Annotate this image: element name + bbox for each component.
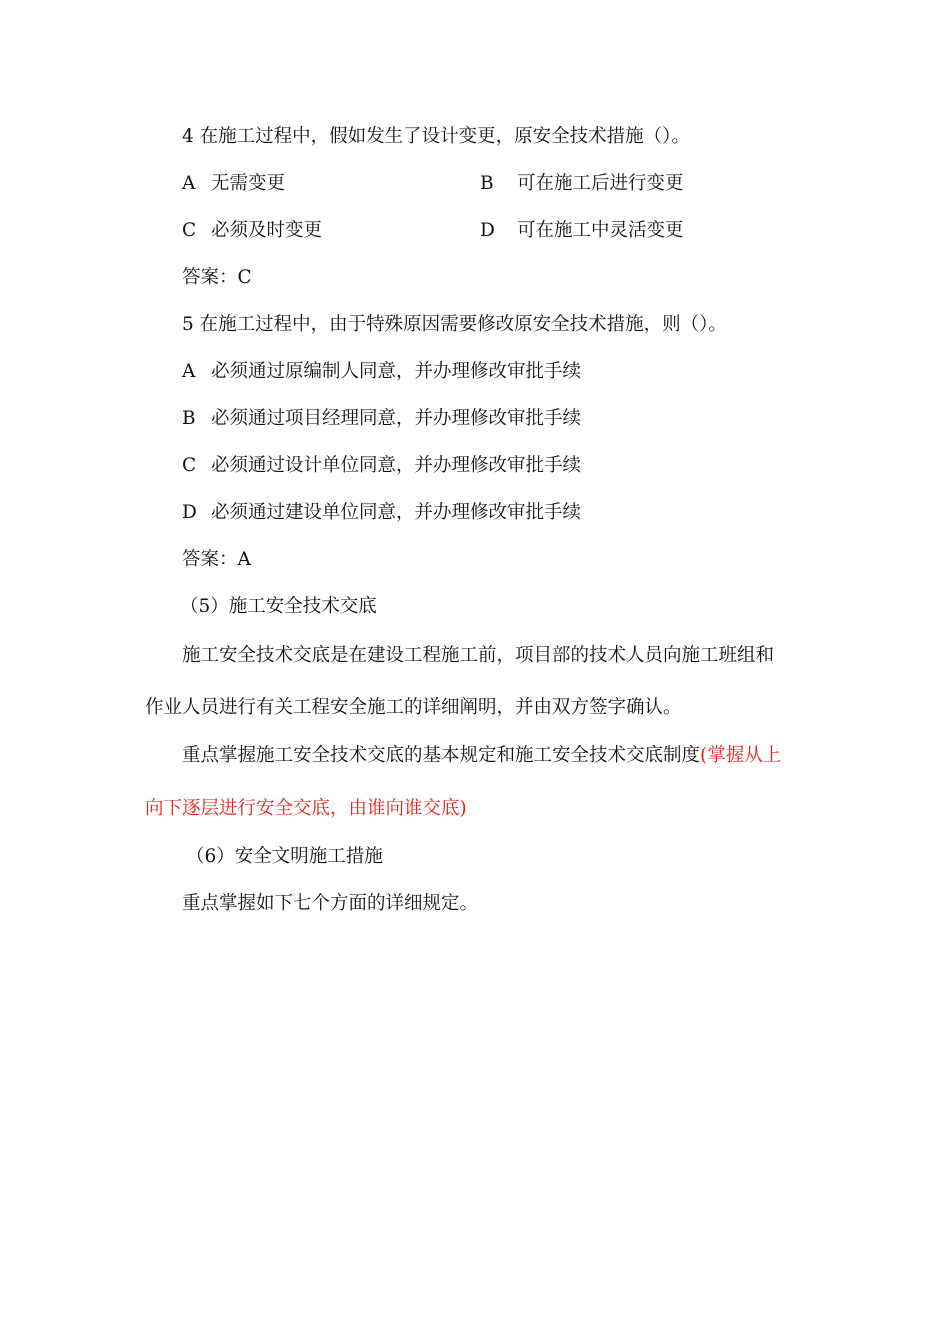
section-5-emphasis-line-1 [182,747,781,766]
option-letter: B [480,173,494,194]
section-5-heading: （5）施工安全技术交底 [180,596,377,617]
option-letter: C [182,220,197,241]
option-letter: A [182,173,196,194]
q4-answer: 答案：C [182,267,252,288]
option-letter: C [182,455,197,476]
option-letter: B [182,408,196,429]
highlight-text: (掌握从上 [700,745,782,766]
emphasis-text: 重点掌握施工安全技术交底的基本规定和施工安全技术交底制度 [182,745,701,766]
section-6-heading: （6）安全文明施工措施 [186,846,383,867]
q5-answer: 答案：A [182,549,251,570]
option-text: 必须通过设计单位同意，并办理修改审批手续 [211,455,582,476]
option-text: 必须通过项目经理同意，并办理修改审批手续 [211,408,582,429]
question-4: 4 在施工过程中，假如发生了设计变更，原安全技术措施（）。 [182,126,690,147]
section-5-emphasis-line-2: 向下逐层进行安全交底，由谁向谁交底) [145,798,467,819]
option-text: 无需变更 [211,173,286,194]
option-text: 必须通过建设单位同意，并办理修改审批手续 [211,502,582,523]
option-text: 必须及时变更 [211,220,323,241]
section-5-paragraph-line-2: 作业人员进行有关工程安全施工的详细阐明，并由双方签字确认。 [145,697,682,718]
section-5-paragraph-line-1: 施工安全技术交底是在建设工程施工前，项目部的技术人员向施工班组和 [182,645,775,666]
section-6-paragraph: 重点掌握如下七个方面的详细规定。 [182,893,479,914]
option-text: 必须通过原编制人同意，并办理修改审批手续 [211,361,582,382]
option-letter: D [182,502,197,523]
option-letter: D [480,220,495,241]
question-5: 5 在施工过程中，由于特殊原因需要修改原安全技术措施，则（）。 [182,314,727,335]
option-text: 可在施工后进行变更 [517,173,684,194]
option-text: 可在施工中灵活变更 [517,220,684,241]
option-letter: A [182,361,196,382]
